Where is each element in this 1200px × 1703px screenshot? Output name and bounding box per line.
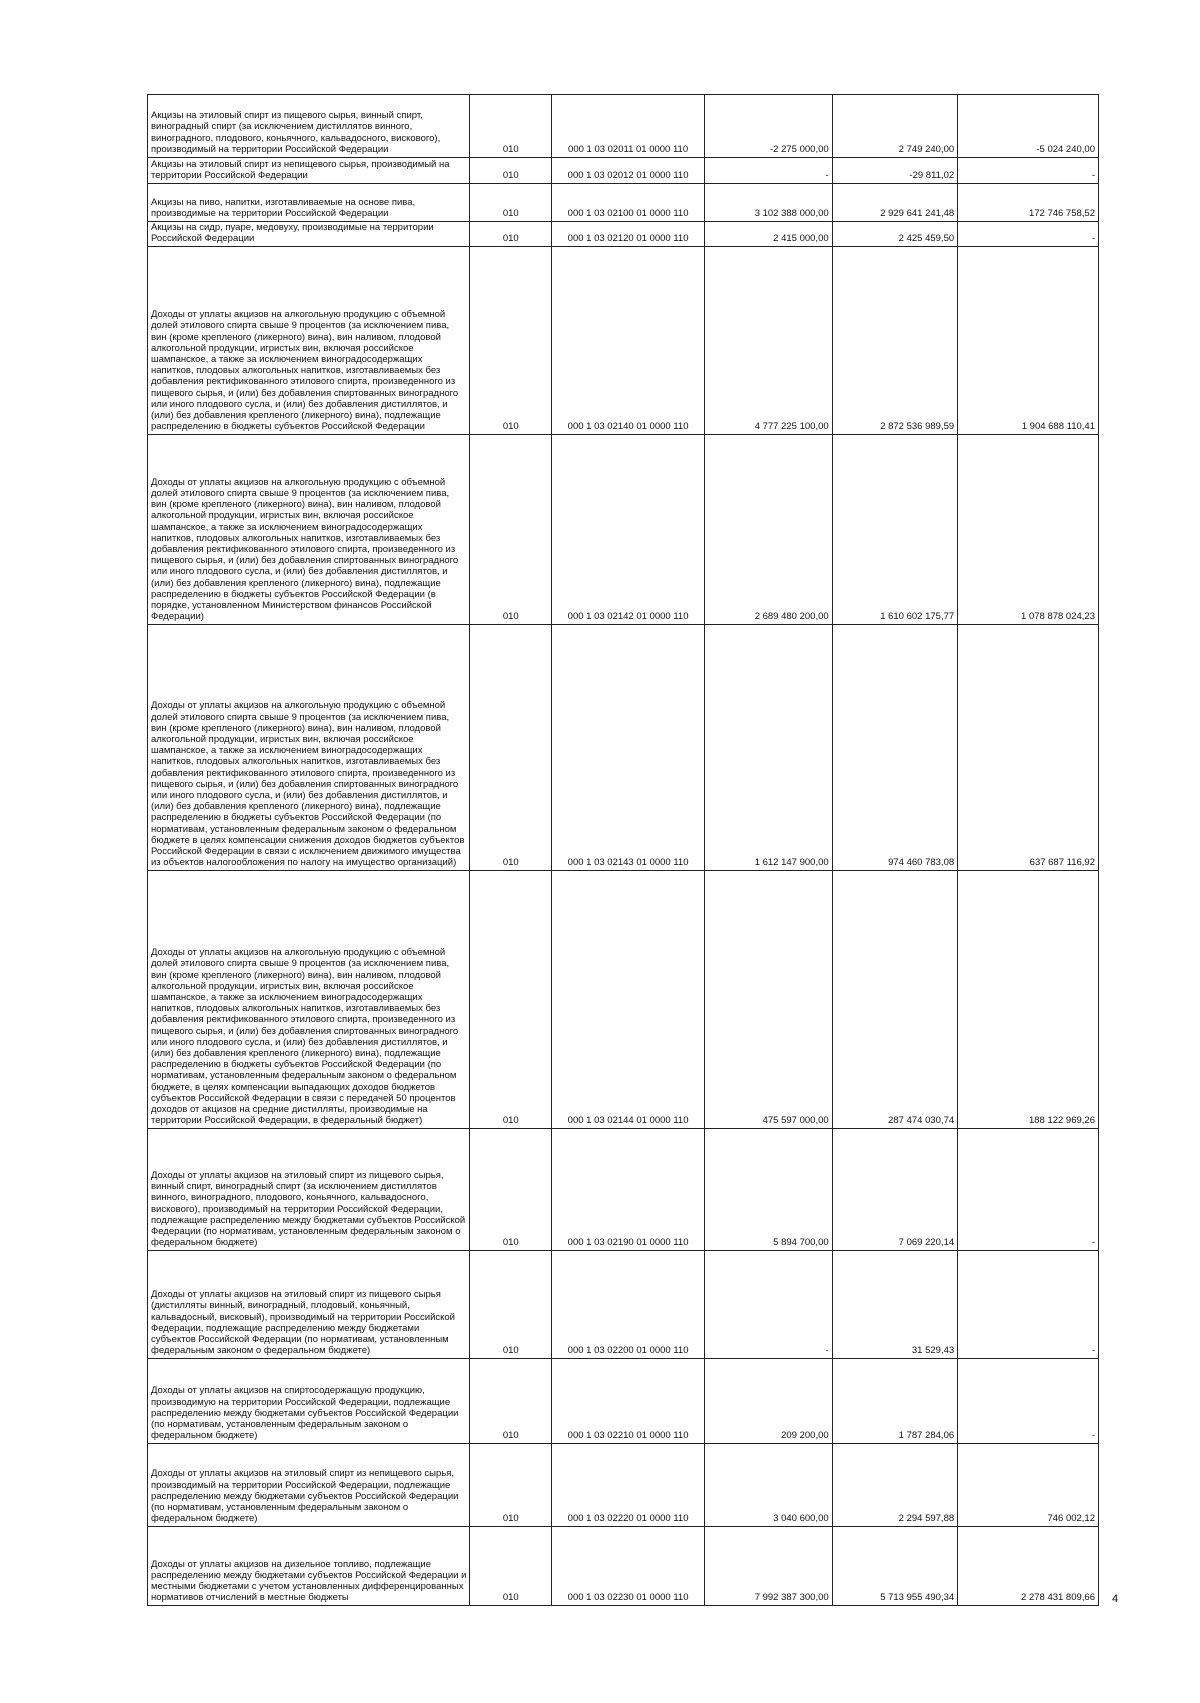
row-unexecuted-amount: -5 024 240,00 — [958, 95, 1099, 158]
row-unexecuted-amount: - — [958, 222, 1099, 247]
excise-revenue-table — [147, 94, 1099, 1606]
row-budget-code: 000 1 03 02011 01 0000 110 — [552, 95, 705, 158]
row-description: Доходы от уплаты акцизов на этиловый спирт из пищевого сырья, винный спирт, виноградный спирт (за исключением дистиллятов винного, виноградного, плодового, коньячного, кальвадосного, вискового), производимый на территории Российской Федерации, подлежащие распределению между бюджетами субъектов Российской Федерации (по нормативам, установленным федеральным законом о федеральном бюджете) — [148, 1129, 470, 1251]
table-row — [148, 435, 1099, 625]
row-executed-amount: 2 872 536 989,59 — [832, 247, 958, 435]
row-executed-amount: 2 294 597,88 — [832, 1444, 958, 1527]
row-line-code: 010 — [470, 95, 552, 158]
row-description: Доходы от уплаты акцизов на дизельное топливо, подлежащие распределению между бюджетами субъектов Российской Федерации и местными бюджетами с учетом установленных дифференцированных нормативов отчислений в местные бюджеты — [148, 1527, 470, 1606]
row-budget-code: 000 1 03 02142 01 0000 110 — [552, 435, 705, 625]
row-approved-amount: 2 689 480 200,00 — [705, 435, 833, 625]
row-unexecuted-amount: - — [958, 1129, 1099, 1251]
row-description: Доходы от уплаты акцизов на алкогольную продукцию с объемной долей этилового спирта свыше 9 процентов (за исключением пива, вин (кроме крепленого (ликерного) вина), вин наливом, плодовой алкогольной продукции, игристых вин, включая российское шампанское, а также за исключением виноградосодержащих напитков, плодовых алкогольных напитков, изготавливаемых без добавления ректификованного этилового спирта, произведенного из пищевого сырья, и (или) без добавления спиртованных виноградного или иного плодового сусла, и (или) без добавления дистиллятов, и (или) без добавления крепленого (ликерного) вина), подлежащие распределению в бюджеты субъектов Российской Федерации (по нормативам, установленным федеральным законом о федеральном бюджете, в целях компенсации выпадающих доходов бюджетов субъектов Российской Федерации в связи с передачей 50 процентов доходов от акцизов на средние дистилляты, производимые на территории Российской Федерации, в федеральный бюджет) — [148, 871, 470, 1129]
row-description: Акцизы на пиво, напитки, изготавливаемые на основе пива, производимые на территории Российской Федерации — [148, 184, 470, 222]
row-unexecuted-amount: 1 078 878 024,23 — [958, 435, 1099, 625]
table-row — [148, 1251, 1099, 1359]
row-approved-amount: - — [705, 1251, 833, 1359]
row-budget-code: 000 1 03 02140 01 0000 110 — [552, 247, 705, 435]
row-unexecuted-amount: 188 122 969,26 — [958, 871, 1099, 1129]
row-unexecuted-amount: 746 002,12 — [958, 1444, 1099, 1527]
row-executed-amount: 7 069 220,14 — [832, 1129, 958, 1251]
row-unexecuted-amount: - — [958, 1251, 1099, 1359]
row-unexecuted-amount: - — [958, 158, 1099, 184]
table-row — [148, 1527, 1099, 1606]
row-unexecuted-amount: 1 904 688 110,41 — [958, 247, 1099, 435]
row-line-code: 010 — [470, 1129, 552, 1251]
row-budget-code: 000 1 03 02012 01 0000 110 — [552, 158, 705, 184]
row-approved-amount: 3 040 600,00 — [705, 1444, 833, 1527]
row-budget-code: 000 1 03 02144 01 0000 110 — [552, 871, 705, 1129]
row-approved-amount: 7 992 387 300,00 — [705, 1527, 833, 1606]
row-line-code: 010 — [470, 1444, 552, 1527]
row-line-code: 010 — [470, 1251, 552, 1359]
table-row — [148, 871, 1099, 1129]
row-description: Доходы от уплаты акцизов на этиловый спирт из непищевого сырья, производимый на территории Российской Федерации, подлежащие распределению между бюджетами субъектов Российской Федерации (по нормативам, установленным федеральным законом о федеральном бюджете) — [148, 1444, 470, 1527]
row-budget-code: 000 1 03 02143 01 0000 110 — [552, 625, 705, 871]
row-approved-amount: 3 102 388 000,00 — [705, 184, 833, 222]
row-line-code: 010 — [470, 247, 552, 435]
row-unexecuted-amount: 2 278 431 809,66 — [958, 1527, 1099, 1606]
row-approved-amount: - — [705, 158, 833, 184]
row-description: Доходы от уплаты акцизов на алкогольную продукцию с объемной долей этилового спирта свыше 9 процентов (за исключением пива, вин (кроме крепленого (ликерного) вина), вин наливом, плодовой алкогольной продукции, игристых вин, включая российское шампанское, а также за исключением виноградосодержащих напитков, плодовых алкогольных напитков, изготавливаемых без добавления ректификованного этилового спирта, произведенного из пищевого сырья, и (или) без добавления спиртованных виноградного или иного плодового сусла, и (или) без добавления дистиллятов, и (или) без добавления крепленого (ликерного) вина), подлежащие распределению в бюджеты субъектов Российской Федерации (по нормативам, установленным федеральным законом о федеральном бюджете в целях компенсации снижения доходов бюджетов субъектов Российской Федерации в связи с исключением движимого имущества из объектов налогообложения по налогу на имущество организаций) — [148, 625, 470, 871]
table-row — [148, 1129, 1099, 1251]
row-approved-amount: 4 777 225 100,00 — [705, 247, 833, 435]
table-row — [148, 158, 1099, 184]
row-description: Акцизы на этиловый спирт из непищевого сырья, производимый на территории Российской Федерации — [148, 158, 470, 184]
row-line-code: 010 — [470, 222, 552, 247]
table-row — [148, 95, 1099, 158]
row-description: Доходы от уплаты акцизов на алкогольную продукцию с объемной долей этилового спирта свыше 9 процентов (за исключением пива, вин (кроме крепленого (ликерного) вина), вин наливом, плодовой алкогольной продукции, игристых вин, включая российское шампанское, а также за исключением виноградосодержащих напитков, плодовых алкогольных напитков, изготавливаемых без добавления ректификованного этилового спирта, произведенного из пищевого сырья, и (или) без добавления спиртованных виноградного или иного плодового сусла, и (или) без добавления дистиллятов, и (или) без добавления крепленого (ликерного) вина), подлежащие распределению в бюджеты субъектов Российской Федерации — [148, 247, 470, 435]
row-executed-amount: 1 610 602 175,77 — [832, 435, 958, 625]
row-approved-amount: 1 612 147 900,00 — [705, 625, 833, 871]
row-line-code: 010 — [470, 625, 552, 871]
table-row — [148, 247, 1099, 435]
row-budget-code: 000 1 03 02200 01 0000 110 — [552, 1251, 705, 1359]
row-approved-amount: 209 200,00 — [705, 1359, 833, 1444]
row-executed-amount: 31 529,43 — [832, 1251, 958, 1359]
row-executed-amount: 5 713 955 490,34 — [832, 1527, 958, 1606]
row-executed-amount: 1 787 284,06 — [832, 1359, 958, 1444]
row-budget-code: 000 1 03 02220 01 0000 110 — [552, 1444, 705, 1527]
row-unexecuted-amount: - — [958, 1359, 1099, 1444]
row-description: Доходы от уплаты акцизов на алкогольную продукцию с объемной долей этилового спирта свыше 9 процентов (за исключением пива, вин (кроме крепленого (ликерного) вина), вин наливом, плодовой алкогольной продукции, игристых вин, включая российское шампанское, а также за исключением виноградосодержащих напитков, плодовых алкогольных напитков, изготавливаемых без добавления ректификованного этилового спирта, произведенного из пищевого сырья, и (или) без добавления спиртованных виноградного или иного плодового сусла, и (или) без добавления дистиллятов, и (или) без добавления крепленого (ликерного) вина), подлежащие распределению в бюджеты субъектов Российской Федерации (в порядке, установленном Министерством финансов Российской Федерации) — [148, 435, 470, 625]
row-description: Акцизы на этиловый спирт из пищевого сырья, винный спирт, виноградный спирт (за исключением дистиллятов винного, виноградного, плодового, коньячного, кальвадосного, вискового), производимый на территории Российской Федерации — [148, 95, 470, 158]
row-budget-code: 000 1 03 02210 01 0000 110 — [552, 1359, 705, 1444]
row-unexecuted-amount: 637 687 116,92 — [958, 625, 1099, 871]
row-budget-code: 000 1 03 02120 01 0000 110 — [552, 222, 705, 247]
row-executed-amount: 974 460 783,08 — [832, 625, 958, 871]
row-executed-amount: -29 811,02 — [832, 158, 958, 184]
table-body — [148, 95, 1099, 1606]
row-line-code: 010 — [470, 158, 552, 184]
table-row — [148, 625, 1099, 871]
row-budget-code: 000 1 03 02230 01 0000 110 — [552, 1527, 705, 1606]
row-description: Акцизы на сидр, пуаре, медовуху, производимые на территории Российской Федерации — [148, 222, 470, 247]
row-approved-amount: 5 894 700,00 — [705, 1129, 833, 1251]
row-approved-amount: -2 275 000,00 — [705, 95, 833, 158]
row-line-code: 010 — [470, 1359, 552, 1444]
row-executed-amount: 2 425 459,50 — [832, 222, 958, 247]
row-line-code: 010 — [470, 1527, 552, 1606]
row-description: Доходы от уплаты акцизов на спиртосодержащую продукцию, производимую на территории Российской Федерации, подлежащие распределению между бюджетами субъектов Российской Федерации (по нормативам, установленным федеральным законом о федеральном бюджете) — [148, 1359, 470, 1444]
row-budget-code: 000 1 03 02190 01 0000 110 — [552, 1129, 705, 1251]
row-budget-code: 000 1 03 02100 01 0000 110 — [552, 184, 705, 222]
row-unexecuted-amount: 172 746 758,52 — [958, 184, 1099, 222]
row-executed-amount: 2 929 641 241,48 — [832, 184, 958, 222]
table-row — [148, 222, 1099, 247]
row-description: Доходы от уплаты акцизов на этиловый спирт из пищевого сырья (дистилляты винный, виноградный, плодовый, коньячный, кальвадосный, висковый), производимый на территории Российской Федерации, подлежащие распределению между бюджетами субъектов Российской Федерации (по нормативам, установленным федеральным законом о федеральном бюджете) — [148, 1251, 470, 1359]
table-row — [148, 1359, 1099, 1444]
row-line-code: 010 — [470, 435, 552, 625]
row-line-code: 010 — [470, 871, 552, 1129]
page-number: 4 — [1112, 1593, 1119, 1605]
row-line-code: 010 — [470, 184, 552, 222]
table-row — [148, 1444, 1099, 1527]
row-approved-amount: 2 415 000,00 — [705, 222, 833, 247]
row-executed-amount: 287 474 030,74 — [832, 871, 958, 1129]
row-approved-amount: 475 597 000,00 — [705, 871, 833, 1129]
row-executed-amount: 2 749 240,00 — [832, 95, 958, 158]
table-row — [148, 184, 1099, 222]
